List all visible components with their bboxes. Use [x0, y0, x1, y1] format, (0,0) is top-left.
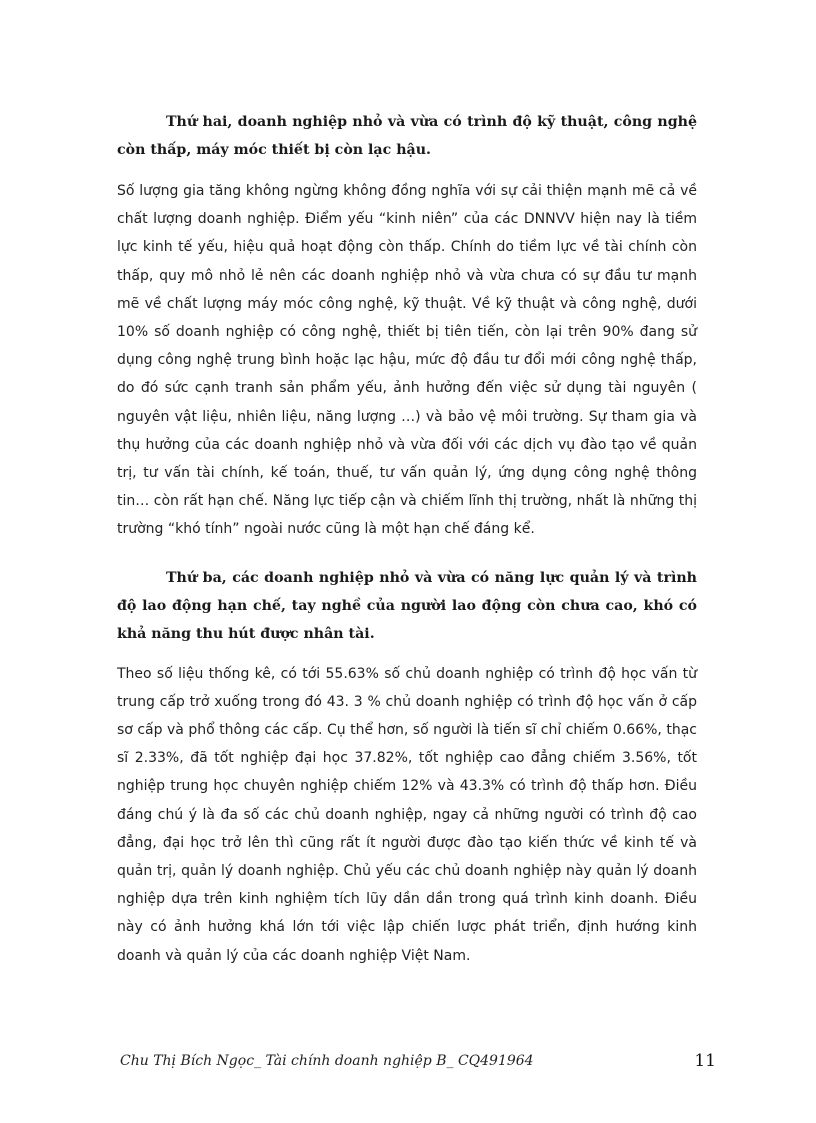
- footer-author-line: Chu Thị Bích Ngọc_ Tài chính doanh nghiệp B_ CQ491964: [120, 1053, 534, 1069]
- document-page: [117, 108, 697, 970]
- body-paragraph-management: Theo số liệu thống kê, có tới 55.63% số chủ doanh nghiệp có trình độ học vấn từ trung cấp trở xuống trong đó 43. 3 % chủ doanh nghiệp có trình độ học vấn ở cấp sơ cấp và phổ thông các cấp. Cụ thể hơn, số người là tiến sĩ chỉ chiếm 0.66%, thạc sĩ 2.33%, đã tốt nghiệp đại học 37.82%, tốt nghiệp cao đẳng chiếm 3.56%, tốt nghiệp trung học chuyên nghiệp chiếm 12% và 43.3% có trình độ thấp hơn. Điều đáng chú ý là đa số các chủ doanh nghiệp, ngay cả những người có trình độ cao đẳng, đại học trở lên thì cũng rất ít người được đào tạo kiến thức về kinh tế và quản trị, quản lý doanh nghiệp. Chủ yếu các chủ doanh nghiệp này quản lý doanh nghiệp dựa trên kinh nghiệm tích lũy dần dần trong quá trình kinh doanh. Điều này có ảnh hưởng khá lớn tới việc lập chiến lược phát triển, định hướng kinh doanh và quản lý của các doanh nghiệp Việt Nam.: [117, 665, 697, 964]
- page-footer: [120, 1053, 716, 1077]
- section-heading-third-point: Thứ ba, các doanh nghiệp nhỏ và vừa có năng lực quản lý và trình độ lao động hạn chế, tay nghề của người lao động còn chưa cao, khó có khả năng thu hút được nhân tài.: [117, 569, 697, 642]
- body-paragraph-technology: Số lượng gia tăng không ngừng không đồng nghĩa với sự cải thiện mạnh mẽ cả về chất lượng doanh nghiệp. Điểm yếu “kinh niên” của các DNNVV hiện nay là tiềm lực kinh tế yếu, hiệu quả hoạt động còn thấp. Chính do tiềm lực về tài chính còn thấp, quy mô nhỏ lẻ nên các doanh nghiệp nhỏ và vừa chưa có sự đầu tư mạnh mẽ về chất lượng máy móc công nghệ, kỹ thuật. Về kỹ thuật và công nghệ, dưới 10% số doanh nghiệp có công nghệ, thiết bị tiên tiến, còn lại trên 90% đang sử dụng công nghệ trung bình hoặc lạc hậu, mức độ đầu tư đổi mới công nghệ thấp, do đó sức cạnh tranh sản phẩm yếu, ảnh hưởng đến việc sử dụng tài nguyên ( nguyên vật liệu, nhiên liệu, năng lượng …) và bảo vệ môi trường. Sự tham gia và thụ hưởng của các doanh nghiệp nhỏ và vừa đối với các dịch vụ đào tạo về quản trị, tư vấn tài chính, kế toán, thuế, tư vấn quản lý, ứng dụng công nghệ thông tin… còn rất hạn chế. Năng lực tiếp cận và chiếm lĩnh thị trường, nhất là những thị trường “khó tính” ngoài nước cũng là một hạn chế đáng kể.: [117, 183, 697, 538]
- section-heading-second-point: Thứ hai, doanh nghiệp nhỏ và vừa có trình độ kỹ thuật, công nghệ còn thấp, máy móc thiết bị còn lạc hậu.: [117, 114, 697, 158]
- page-number: 11: [694, 1051, 716, 1071]
